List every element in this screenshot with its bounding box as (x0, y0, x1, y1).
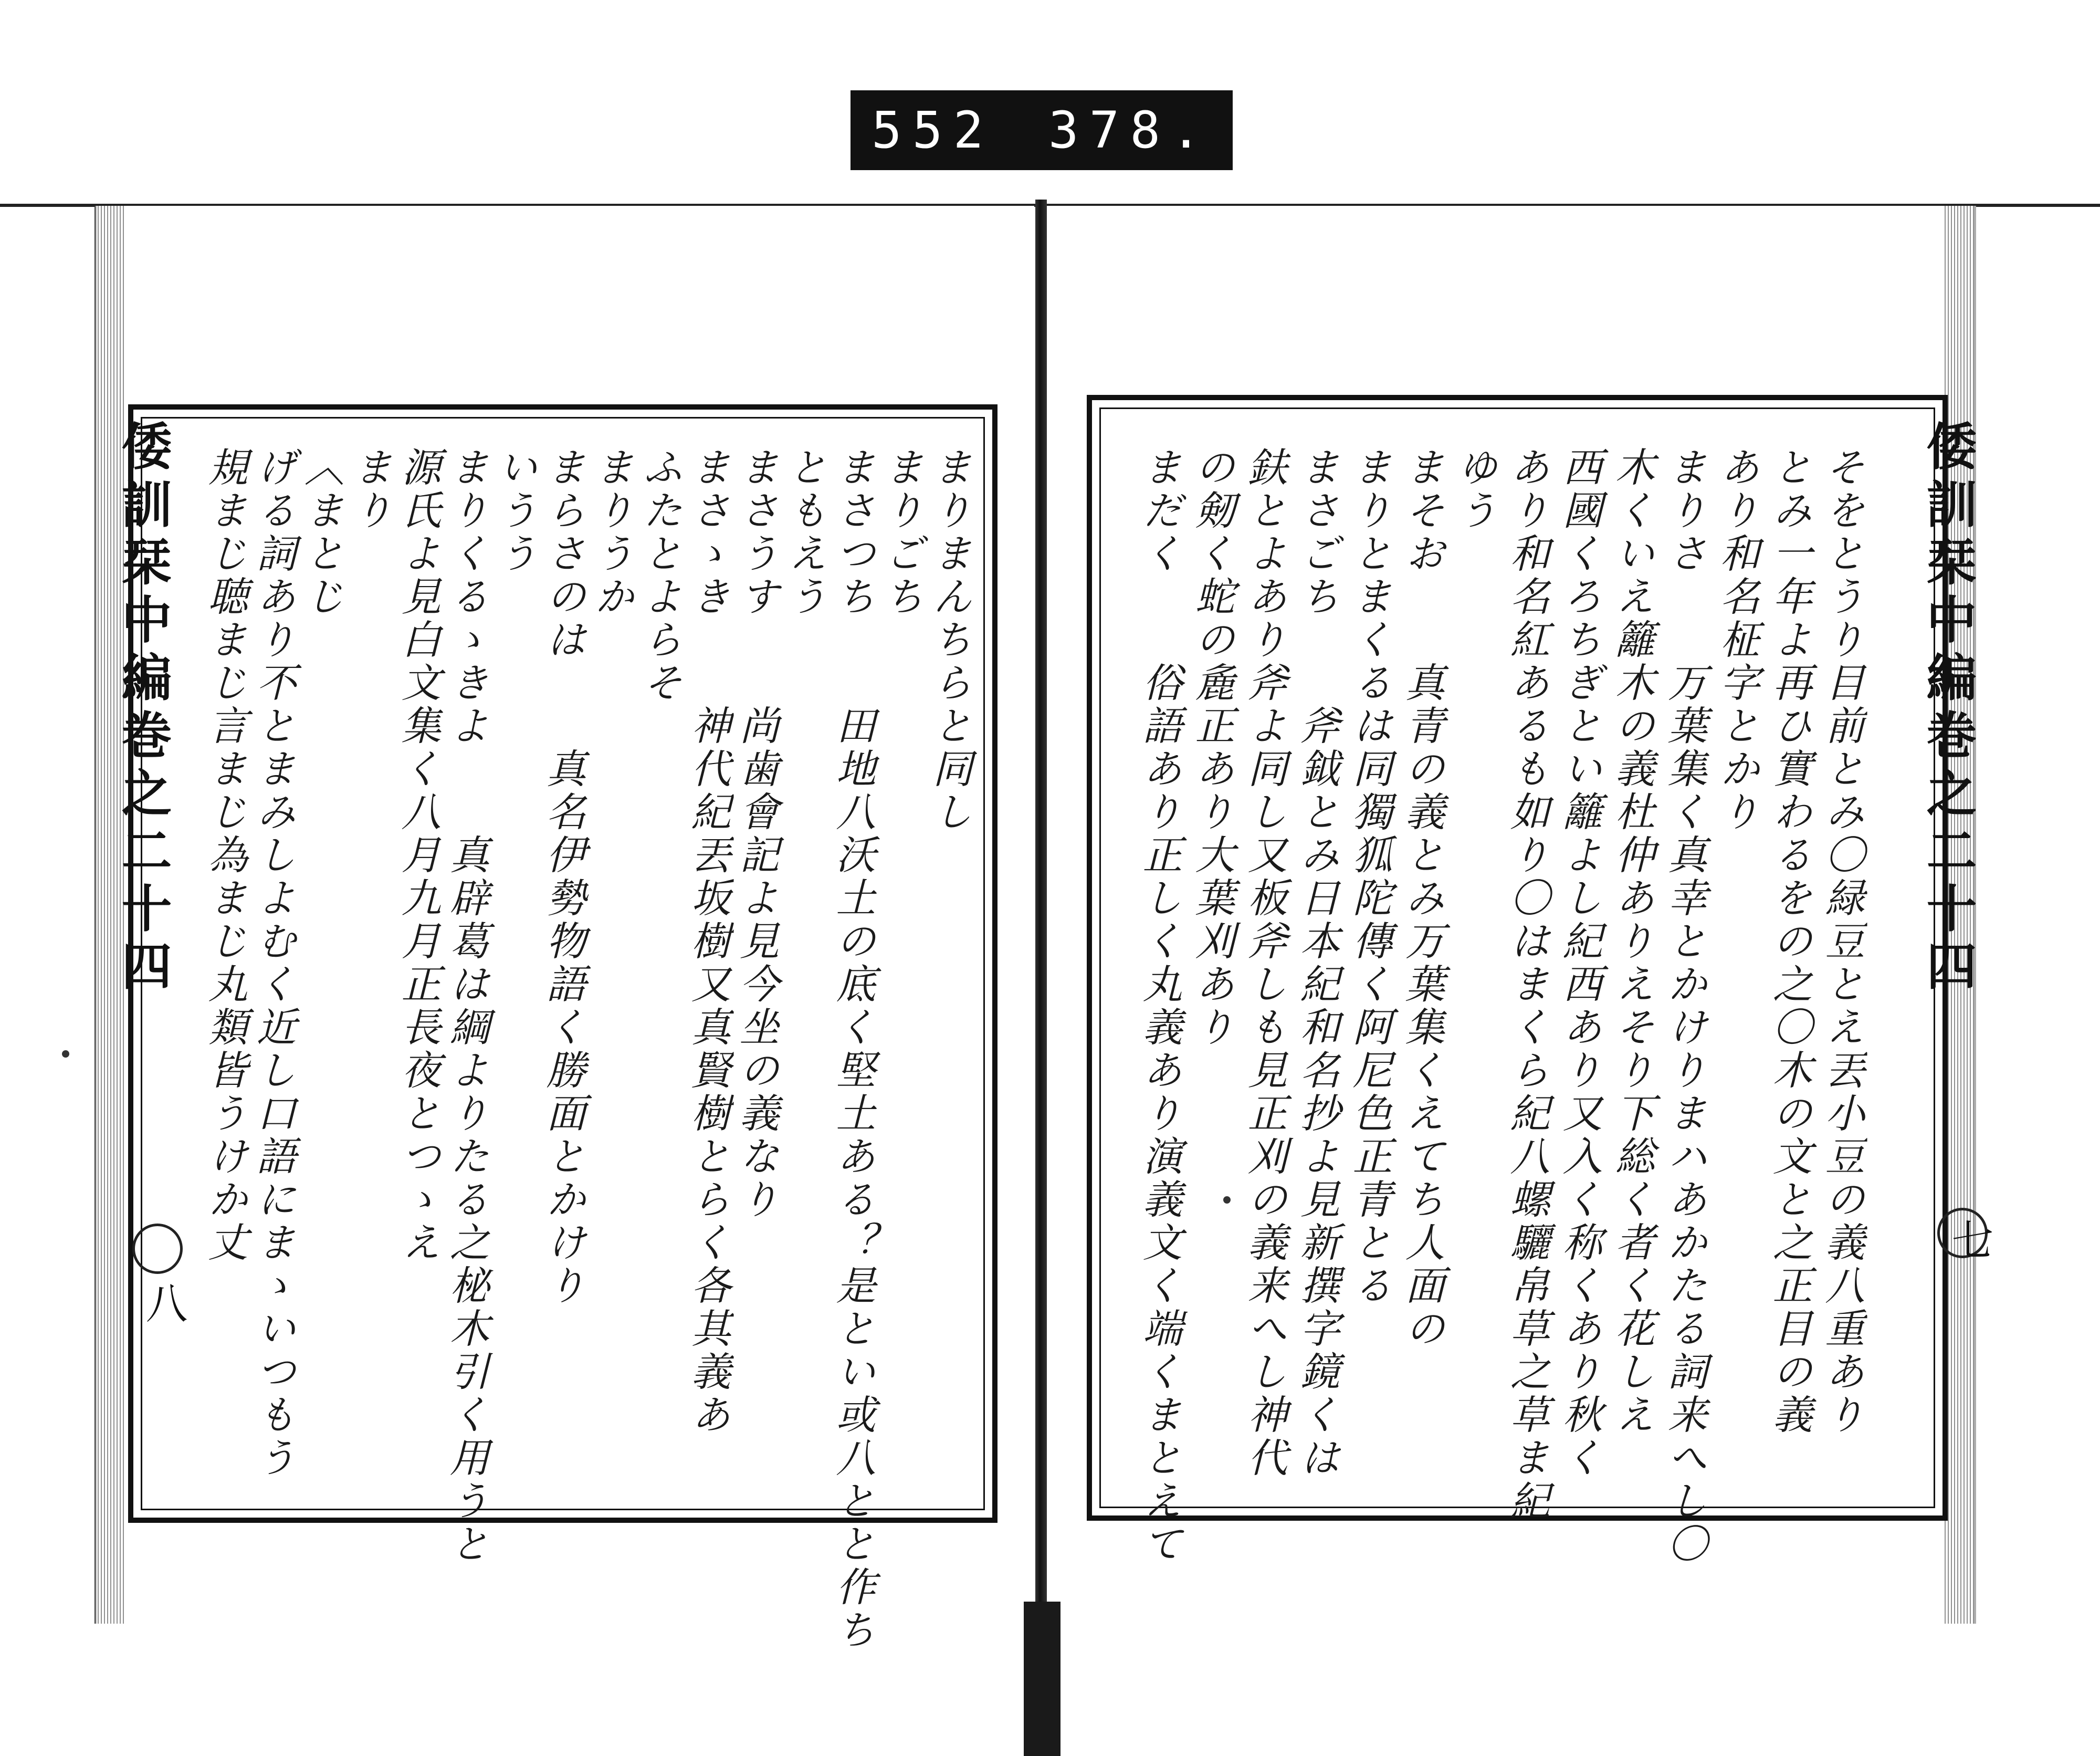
right-text-column: とみ一年よ再ひ實わるをの之〇木の文と之正目の義 (1766, 446, 1813, 1437)
right-text-column: ゆう (1451, 446, 1498, 532)
left-text-column: ふたとよらそ (636, 446, 683, 705)
left-text-column: 〈まとじ (298, 446, 345, 619)
right-text-column: まさごち 斧鉞とみ日本紀和名抄よ見新撰字鏡くは (1294, 446, 1340, 1480)
book-spine (1035, 200, 1047, 1617)
left-margin-circle (132, 1224, 183, 1274)
right-text-column: 木くいえ籬木の義杜仲ありえそり下総く者く花しえ (1609, 446, 1655, 1437)
left-text-column: まりまんちらと同し (926, 446, 973, 834)
catalog-number-left: 552 (872, 101, 994, 160)
right-text-column: まだく 俗語あり正しく丸義あり演義文く端くまとえて (1136, 446, 1183, 1566)
right-text-column: の剱く蛇の麁正あり大葉刈あり (1189, 446, 1235, 1049)
left-text-column: まりうか (588, 446, 635, 619)
right-text-column: あり和名紅あるも如り〇はまくら紀八螺驪帛草之草ま紀 (1504, 446, 1550, 1523)
left-text-column: まさうす 尚歯會記よ見今坐の義なり (733, 446, 780, 1221)
left-text-column: まり (346, 446, 393, 532)
scan-speck (1223, 1196, 1231, 1204)
right-text-column: まそお 真青の義とみ万葉集くえてち人面の (1399, 446, 1445, 1351)
right-text-column: まりとまくるは同獨狐陀傳く阿尼色正青とる (1346, 446, 1393, 1308)
right-margin-title: 倭訓栞中編巻之二十四 (1918, 420, 1978, 998)
right-text-column: そをとうり目前とみ〇緑豆とえ丟小豆の義八重あり (1819, 446, 1865, 1437)
left-margin-title: 倭訓栞中編巻之二十四 (113, 420, 173, 998)
left-text-column: ともえう (781, 446, 828, 619)
left-page-number: 八 (139, 1281, 187, 1326)
left-text-column: 源氏よ見白文集く八月九月正長夜とつゝえ (395, 446, 442, 1264)
catalog-label (850, 90, 1233, 170)
right-text-column: まりさ 万葉集く真幸とかけりまハあかたる詞来へし〇 (1661, 446, 1708, 1566)
right-text-column: 鈇とよあり斧よ同し又板斧しも見正刈の義来へし神代 (1241, 446, 1288, 1480)
left-text-column: まらさのは 真名伊勢物語く勝面とかけり (540, 446, 586, 1308)
left-text-column: まりごち (878, 446, 925, 619)
left-text-column: いうう (491, 446, 538, 576)
scan-speck (62, 1050, 69, 1058)
left-text-column: まさゝき 神代紀丟坂樹又真賢樹とらく各其義あ (685, 446, 731, 1437)
right-text-column: 西國くろちぎとい籬よし紀西あり又入く称くあり秋く (1556, 446, 1603, 1480)
right-text-column: あり和名柾字とかり (1714, 446, 1760, 834)
right-page-number: 七 (1945, 1218, 1993, 1263)
catalog-number-right: 378. (1048, 101, 1212, 160)
left-text-column: まさつち 田地八沃土の底く堅土ある？是とい或八とと作ち (830, 446, 876, 1652)
left-text-column: 規まじ聴まじ言まじ為まじ丸類皆うけか丈 (202, 446, 248, 1264)
left-text-column: まりくるゝきよ 真辟葛は綱よりたる之柲木引く用うと (443, 446, 490, 1566)
binding-tab (1024, 1602, 1060, 1756)
left-text-column: げる詞あり不とまみしよむく近し口語にまゝいつもう (250, 446, 297, 1480)
